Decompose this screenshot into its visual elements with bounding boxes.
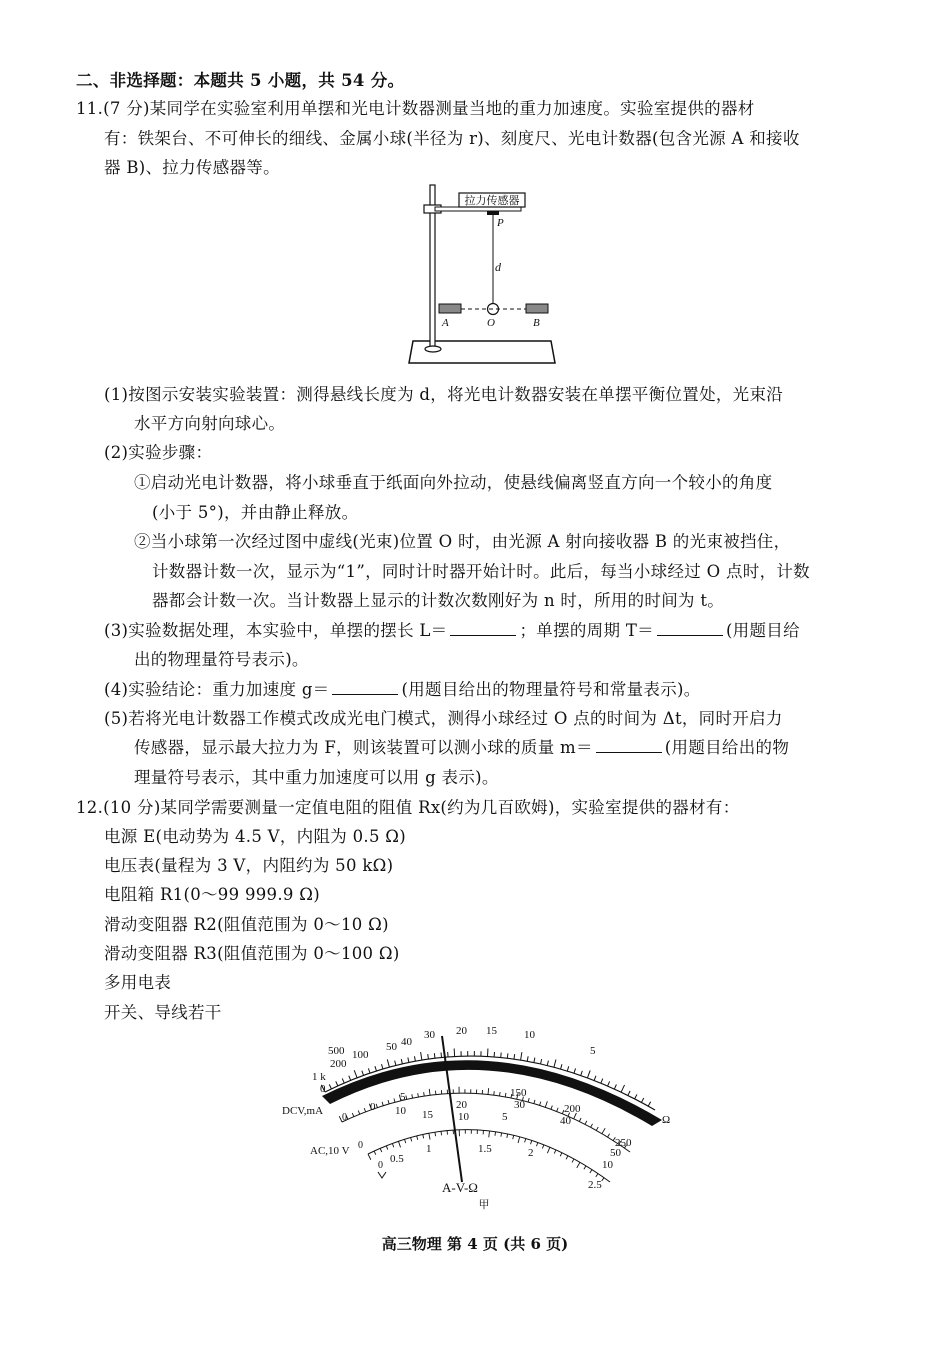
ohm-tick-mark <box>574 1068 576 1073</box>
ac-tick-mark <box>584 1166 586 1169</box>
q11-intro-line3: 器 B)、拉力传感器等。 <box>104 158 280 177</box>
dc-tick-label: 5 <box>400 1091 406 1103</box>
q11-step3-text-b: ；单摆的周期 T＝ <box>519 621 654 640</box>
dcv-label: DCV,mA <box>282 1105 324 1117</box>
equipment-item: 电阻箱 R1(0～99 999.9 Ω) <box>104 885 320 904</box>
ohm-tick-mark <box>541 1059 542 1064</box>
meter-caption: 甲 <box>478 1199 490 1211</box>
equipment-item: 滑动变阻器 R2(阻值范围为 0～10 Ω) <box>104 915 389 934</box>
section-title: 二、非选择题：本题共 5 小题，共 54 分。 <box>76 71 405 90</box>
q11-step3-text-c: (用题目给 <box>725 621 800 640</box>
ac-tick-label: 1.5 <box>478 1143 492 1155</box>
answer-blank-mass[interactable] <box>596 737 662 753</box>
stand-arm <box>435 207 521 211</box>
ohm-tick-mark <box>354 1070 357 1077</box>
light-source-a <box>439 304 461 313</box>
ohm-tick-mark <box>395 1061 396 1066</box>
ac-tick-mark <box>536 1143 537 1147</box>
ac-tick-mark <box>596 1174 598 1177</box>
ac-tick-mark <box>572 1159 574 1163</box>
dc-tick-mark <box>494 1091 495 1095</box>
ohm-tick-label: 200 <box>330 1058 347 1070</box>
dc-tick-mark <box>557 1108 558 1112</box>
dc-tick-mark <box>608 1134 610 1137</box>
ohm-tick-mark <box>614 1084 616 1089</box>
ohm-tick-label: 50 <box>386 1041 397 1053</box>
ac-label: AC,10 V <box>310 1145 350 1157</box>
ac-mark <box>378 1172 386 1178</box>
ohm-tick-label: 0 <box>320 1083 326 1095</box>
q11-step2-title: (2)实验步骤： <box>104 443 213 462</box>
dc-tick-label: 10 <box>458 1111 469 1123</box>
ohm-tick-mark <box>648 1102 650 1106</box>
dc-tick-mark <box>406 1096 407 1100</box>
ac-tick-mark <box>602 1178 604 1181</box>
q11-step4 <box>104 679 701 701</box>
equipment-item: 电压表(量程为 3 V，内阻约为 50 kΩ) <box>104 856 394 875</box>
dial-band <box>322 1060 662 1126</box>
q11-step3-line1 <box>104 620 800 642</box>
q11-step2-1-line1: ①启动光电计数器，将小球垂直于纸面向外拉动，使悬线偏离竖直方向一个较小的角度 <box>134 473 773 492</box>
ac-tick-mark <box>513 1135 514 1139</box>
ac-tick-mark <box>368 1154 371 1160</box>
ac-tick-mark <box>392 1143 393 1147</box>
ohm-tick-mark <box>641 1098 643 1102</box>
ac-tick-mark <box>374 1151 376 1155</box>
q11-step5-line3: 理量符号表示，其中重力加速度可以用 g 表示)。 <box>134 768 499 787</box>
ac-tick-mark <box>435 1132 436 1136</box>
dc-tick-mark <box>412 1094 413 1098</box>
ac-tick-label: 2 <box>528 1147 534 1159</box>
ohm-tick-mark <box>561 1064 562 1069</box>
dc-tick-label: 20 <box>456 1099 467 1111</box>
ohm-tick-label: 100 <box>352 1049 369 1061</box>
ac-tick-label: 2.5 <box>588 1179 602 1191</box>
ac-tick-mark <box>577 1162 580 1168</box>
ohm-tick-mark <box>382 1064 383 1069</box>
ohm-tick-label: 500 <box>328 1045 345 1057</box>
q11-step5-text-b: (用题目给出的物 <box>664 738 790 757</box>
ohm-tick-mark <box>375 1066 377 1071</box>
dc-tick-mark <box>418 1093 419 1097</box>
ac-tick-mark <box>495 1132 496 1136</box>
ohm-tick-mark <box>336 1081 338 1086</box>
q11-step2-2-line3: 器都会计数一次。当计数器上显示的计数次数刚好为 n 时，所用的时间为 t。 <box>152 591 725 610</box>
dial-ac-arc <box>368 1130 610 1182</box>
dc-tick-label: 150 <box>510 1087 527 1099</box>
dc-tick-mark <box>388 1100 389 1104</box>
dc-tick-mark <box>358 1111 360 1115</box>
ac-tick-label: 0.5 <box>390 1153 404 1165</box>
dc-tick-label: 5 <box>502 1111 508 1123</box>
ohm-tick-mark <box>428 1054 429 1059</box>
ac-tick-mark <box>386 1146 387 1150</box>
dc-tick-mark <box>585 1121 587 1125</box>
ohm-tick-mark <box>408 1058 409 1063</box>
equipment-item: 多用电表 <box>104 973 172 992</box>
receiver-b <box>526 304 548 313</box>
ohm-tick-label: 1 k <box>312 1071 326 1083</box>
ac-tick-mark <box>507 1134 508 1138</box>
label-d: d <box>495 260 501 274</box>
q11-step5-text-a: 传感器，显示最大拉力为 F，则该装置可以测小球的质量 m＝ <box>134 738 593 757</box>
equipment-item: 滑动变阻器 R3(阻值范围为 0～100 Ω) <box>104 944 400 963</box>
dc-tick-mark <box>364 1108 365 1112</box>
ohm-tick-mark <box>534 1058 535 1063</box>
ohm-tick-mark <box>554 1059 556 1067</box>
ac-tick-mark <box>417 1136 418 1140</box>
dc-tick-mark <box>505 1093 506 1097</box>
ohm-tick-mark <box>362 1071 364 1076</box>
ohm-tick-mark <box>414 1056 415 1061</box>
dc-tick-label: 200 <box>564 1103 581 1115</box>
q11-step2-2-line2: 计数器计数一次，显示为“1”，同时计时器开始计时。此后，每当小球经过 O 点时，计数 <box>152 562 810 581</box>
dc-tick-label: 30 <box>514 1099 525 1111</box>
page-footer: 高三物理 第 4 页 (共 6 页) <box>381 1235 569 1253</box>
dc-tick-mark <box>596 1127 598 1130</box>
multimeter-dial <box>270 1022 700 1222</box>
dc-tick-mark <box>545 1101 547 1107</box>
q11-step1-line2: 水平方向射向球心。 <box>134 414 286 433</box>
dc-tick-label: 50 <box>610 1147 621 1159</box>
ohm-tick-mark <box>387 1059 389 1067</box>
ohm-tick-mark <box>527 1056 528 1061</box>
ohm-tick-mark <box>434 1053 435 1058</box>
q11-step5-line1: (5)若将光电计数器工作模式改成光电门模式，测得小球经过 O 点的时间为 Δt，同时开启力 <box>104 709 783 728</box>
force-sensor-label: 拉力传感器 <box>464 195 520 207</box>
ohm-tick-label: 20 <box>456 1025 467 1037</box>
ac-tick-mark <box>423 1134 424 1138</box>
ohm-tick-mark <box>368 1068 370 1073</box>
ohm-tick-mark <box>621 1085 624 1092</box>
dc-tick-mark <box>540 1102 541 1106</box>
dc-tick-mark <box>424 1092 425 1096</box>
label-o: O <box>487 317 495 329</box>
ohm-tick-label: 15 <box>486 1025 497 1037</box>
dc-tick-label: 250 <box>615 1137 632 1149</box>
dc-tick-mark <box>534 1100 535 1104</box>
ohm-tick-mark <box>608 1081 610 1086</box>
ohm-tick-mark <box>628 1091 630 1095</box>
ohm-tick-mark <box>594 1076 596 1081</box>
q11-step4-text-a: (4)实验结论：重力加速度 g＝ <box>104 680 330 699</box>
mid-zero: 0 <box>358 1140 363 1151</box>
ohm-tick-label: 10 <box>524 1029 535 1041</box>
avo-label: A-V-Ω <box>442 1180 478 1195</box>
answer-blank-length[interactable] <box>450 620 516 636</box>
ac-tick-mark <box>547 1147 549 1153</box>
ohm-tick-mark <box>601 1079 603 1084</box>
ohm-tick-mark <box>401 1059 402 1064</box>
ohm-tick-mark <box>349 1076 351 1081</box>
q11-step4-text-b: (用题目给出的物理量符号和常量表示)。 <box>401 680 701 699</box>
answer-blank-period[interactable] <box>657 620 723 636</box>
equipment-item: 开关、导线若干 <box>104 1003 222 1022</box>
ac-tick-mark <box>560 1153 562 1157</box>
ac-tick-mark <box>380 1148 382 1152</box>
q11-step2-2-line1: ②当小球第一次经过图中虚线(光束)位置 O 时，由光源 A 射向接收器 B 的光束被挡住， <box>134 532 791 551</box>
dc-tick-mark <box>551 1106 552 1110</box>
mid-zero: 0 <box>342 1112 347 1123</box>
q11-step2-1-line2: (小于 5°)，并由静止释放。 <box>152 503 359 522</box>
ac-tick-mark <box>405 1139 406 1143</box>
dc-tick-mark <box>394 1098 395 1102</box>
mid-zero: 0 <box>378 1160 383 1171</box>
dc-tick-label: 0 <box>370 1101 376 1113</box>
dc-tick-mark <box>488 1088 489 1094</box>
dc-tick-mark <box>352 1113 354 1117</box>
dc-tick-mark <box>602 1128 605 1134</box>
ac-tick-mark <box>411 1138 412 1142</box>
ac-tick-mark <box>525 1139 526 1143</box>
ac-tick-mark <box>398 1141 400 1147</box>
ohm-tick-mark <box>547 1061 548 1066</box>
ohm-tick-mark <box>507 1053 508 1058</box>
ac-tick-mark <box>566 1156 568 1160</box>
ohm-tick-mark <box>581 1071 583 1076</box>
ac-tick-mark <box>518 1137 520 1143</box>
dc-tick-mark <box>376 1104 377 1108</box>
q11-step1-line1: (1)按图示安装实验装置：测得悬线长度为 d，将光电计数器安装在单摆平衡位置处，光束沿 <box>104 385 784 404</box>
ac-tick-label: 1 <box>426 1143 432 1155</box>
label-b: B <box>533 317 540 329</box>
ac-tick-mark <box>542 1145 543 1149</box>
ohm-tick-mark <box>342 1078 344 1083</box>
ohm-tick-mark <box>329 1084 331 1089</box>
dc-tick-mark <box>591 1124 593 1128</box>
q11-step5-line2 <box>134 737 789 759</box>
ohm-unit: Ω <box>662 1114 671 1126</box>
answer-blank-gravity[interactable] <box>332 679 398 695</box>
label-p: P <box>497 217 504 229</box>
dc-tick-mark <box>500 1092 501 1096</box>
dc-tick-label: 10 <box>395 1105 406 1117</box>
ohm-tick-mark <box>635 1094 637 1098</box>
q11-step3-line2: 出的物理量符号表示)。 <box>134 650 309 669</box>
ac-tick-mark <box>554 1150 556 1154</box>
dc-tick-label: 10 <box>602 1159 613 1171</box>
ac-tick-mark <box>501 1133 502 1137</box>
q12-intro: 12.(10 分)某同学需要测量一定值电阻的阻值 Rx(约为几百欧姆)，实验室提供的器材有： <box>76 798 740 817</box>
equipment-item: 电源 E(电动势为 4.5 V，内阻为 0.5 Ω) <box>104 827 407 846</box>
ohm-tick-label: 40 <box>401 1036 412 1048</box>
ohm-tick-label: 5 <box>590 1045 596 1057</box>
dc-tick-mark <box>528 1098 529 1102</box>
label-a: A <box>442 317 449 329</box>
ohm-tick-mark <box>521 1052 522 1060</box>
dc-tick-mark <box>382 1102 383 1106</box>
ac-tick-mark <box>590 1170 592 1173</box>
ohm-tick-mark <box>514 1054 515 1059</box>
dc-tick-mark <box>579 1118 581 1122</box>
dc-tick-label: 15 <box>422 1109 433 1121</box>
q11-step3-text-a: (3)实验数据处理，本实验中，单摆的摆长 L＝ <box>104 621 448 640</box>
q11-intro-line1: 11.(7 分)某同学在实验室利用单摆和光电计数器测量当地的重力加速度。实验室提供的器材 <box>76 99 755 118</box>
pendulum-figure <box>405 183 565 378</box>
ohm-tick-label: 30 <box>424 1029 435 1041</box>
ac-tick-mark <box>429 1133 430 1139</box>
ac-tick-mark <box>531 1140 532 1144</box>
ac-tick-mark <box>441 1131 442 1135</box>
ohm-tick-mark <box>567 1066 568 1071</box>
q11-intro-line2: 有：铁架台、不可伸长的细线、金属小球(半径为 r)、刻度尺、光电计数器(包含光源 A 和接收 <box>104 129 800 148</box>
ohm-tick-mark <box>421 1052 422 1060</box>
ac-tick-mark <box>489 1131 490 1137</box>
dc-tick-label: 40 <box>560 1115 571 1127</box>
dc-tick-mark <box>429 1089 430 1095</box>
ohm-tick-mark <box>587 1070 590 1077</box>
